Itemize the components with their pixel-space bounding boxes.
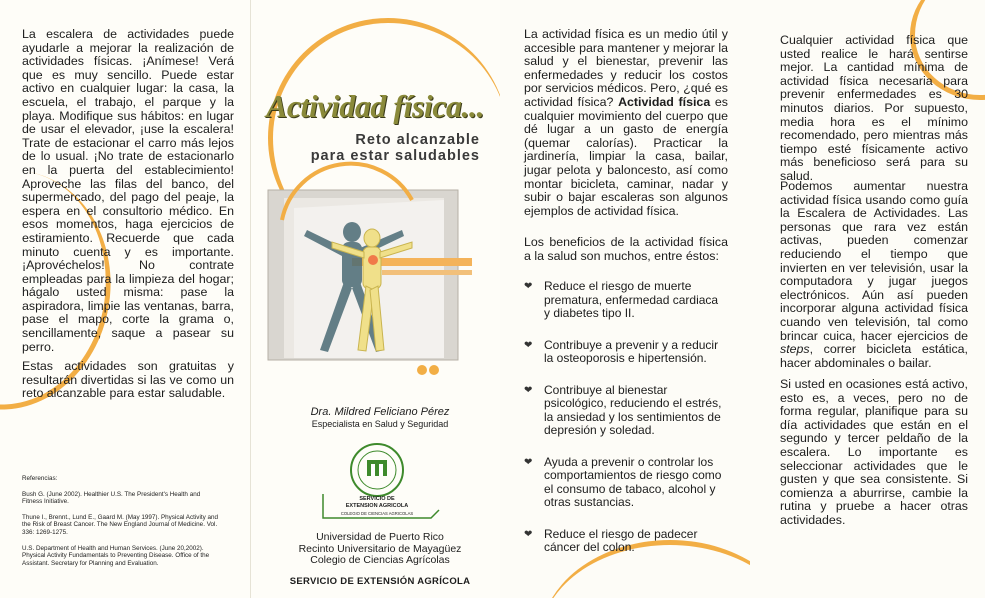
panel-benefits [500,0,750,598]
benefit-text: Reduce el riesgo de padecer cáncer del colon. [544,526,698,554]
bullet-heart-icon: ❤ [524,281,533,292]
logo-text: EXTENSION AGRICOLA [345,503,409,509]
author-role: Especialista en Salud y Seguridad [311,419,449,429]
closing-paragraph: Estas actividades son gratuitas y resultarán divertidas si las ve como un reto alcanzable para estar saludable. [22,359,234,401]
benefit-text: Ayuda a prevenir o controlar los comportamientos de riesgo como el consumo de tabaco, alcohol y otras sustancias. [544,454,722,509]
references-title: Referencias: [22,475,58,482]
intro-bold: Actividad física [618,94,711,109]
panel-cover [250,0,500,598]
author-block [270,406,490,429]
list-item [524,280,724,321]
references [22,475,222,575]
ladder-text: Podemos aumentar nuestra actividad física usando como guía la Escalera de Actividades. Las personas que rara vez están activas, pueden comenzar reduciendo el tiempo que invierten en ver televisión, usar la computadora y jugar juegos electrónicos. Aún así pueden incorporar alguna actividad física cuando ven televisión, tal como brincar cuica, hacer ejercicios de [780,179,968,343]
minimum-activity-paragraph: Cualquier actividad física que usted realice le hará sentirse mejor. La cantidad mínima de actividad física necesaria para prevenir enfermedades es 30 minutos diarios. Por supuesto, media hora es el mínimo recomendado, pero mientras más tiempo esté físicamente activo más beneficioso será para su salud. [780,33,968,183]
benefit-text: Contribuye a prevenir y a reducir la osteoporosis e hipertensión. [544,337,719,365]
ladder-italic: steps [780,342,810,357]
activities-paragraph: La escalera de actividades puede ayudarle a mejorar la realización de actividades físicas. ¡Anímese! Verá que es muy sencillo. Puede estar activo en cualquier lugar: la casa, la escuela, el trabajo, el parque y la playa. Modifique sus hábitos: en lugar de usar el elevador, ¡use la escalera! Trate de estacionar el carro más lejos de lo usual. ¡No trate de estacionarlo en la puerta del establecimiento! Aproveche las filas del banco, del supermercado, del pago del peaje, la espera en el consultorio médico. En esos momentos, haga ejercicios de estiramiento. Recuerde que cada minuto cuenta y es importante. ¡Aprovéchelos! No contrate empleadas para la limpieza del hogar; hágalo usted misma: pase la aspiradora, limpie las ventanas, barra, pase el mapo, corte la grama o, sencillamente, saque a pasear su perro. [22,27,234,354]
brochure-title: Actividad física... [266,88,485,124]
benefits-list [524,280,724,573]
logo-text: COLEGIO DE CIENCIAS AGRICOLAS [340,511,414,516]
university-line: Colegio de Ciencias Agrícolas [310,554,450,566]
occasional-activity-paragraph: Si usted en ocasiones está activo, esto es, a veces, pero no de forma regular, planifique para su día actividades que están en el segundo y tercer peldaño de la escalera. Lo importante es seleccionar actividades que le gusten y que sea consistente. Si comienza a aburrirse, cambie la rutina y pruebe a hacer otras actividades. [780,377,968,527]
list-item [524,384,724,438]
panel-back-text [0,0,250,598]
bullet-heart-icon: ❤ [524,528,533,540]
university-block [270,532,490,567]
ladder-paragraph [780,180,968,370]
list-item [524,528,724,555]
university-line: Recinto Universitario de Mayagüez [298,542,462,555]
intro-text: es cualquier movimiento del cuerpo que dé lugar a un gasto de energía (quemar calorías). Practicar la jardinería, limpiar la casa, bailar, jugar pelota y baloncesto, así como montar bicicleta, caminar, nadar y subir o bajar escaleras son algunos ejemplos de actividad física. [524,94,728,218]
bullet-heart-icon: ❤ [524,384,533,396]
intro-text: La actividad física es un medio útil y accesible para mantener y mejorar la salud y el bienestar, prevenir las enfermedades y reducir los costos por servicios médicos. Pero, ¿qué es actividad física? [524,27,728,109]
bullet-heart-icon: ❤ [524,456,533,468]
panel-ladder [750,0,985,598]
university-seal-logo [315,440,445,522]
list-item [524,456,724,510]
subtitle-line: Reto alcanzable [355,132,480,148]
logo-text: SERVICIO DE [359,496,395,502]
subtitle-line: para estar saludables [310,148,480,164]
benefit-text: Contribuye al bienestar psicológico, reduciendo el estrés, la ansiedad y los sentimientos de depresión y soledad. [544,382,722,437]
benefits-intro: Los beneficios de la actividad física a la salud son muchos, entre éstos: [524,235,728,263]
university-line: Universidad de Puerto Rico [316,531,444,543]
author-name: Dra. Mildred Feliciano Pérez [310,406,450,418]
bullet-heart-icon: ❤ [524,339,533,351]
intro-paragraph [524,28,728,218]
reference-item: U.S. Department of Health and Human Services. (June 20,2002). Physical Activity Fundamentals to Preventing Disease. Office of the Assistant. Secretary for Planning and Evaluation. [22,544,210,567]
vitruvian-figure-illustration [262,160,492,395]
list-item [524,339,724,366]
benefit-text: Reduce el riesgo de muerte prematura, enfermedad cardiaca y diabetes tipo II. [544,279,719,320]
reference-item: Bush G. (June 2002). Healthier U.S. The President's Health and Fitness Initiative. [22,490,201,506]
ladder-text: , correr bicicleta estática, hacer abdominales o bailar. [780,342,968,370]
service-name: SERVICIO DE EXTENSIÓN AGRÍCOLA [289,576,471,587]
reference-item: Thune I., Brennt., Lund E., Gaard M. (May 1997). Physical Activity and the Risk of Breast Cancer. The New England Journal of Medicine. Vol. 336: 1269-1275. [22,513,218,536]
